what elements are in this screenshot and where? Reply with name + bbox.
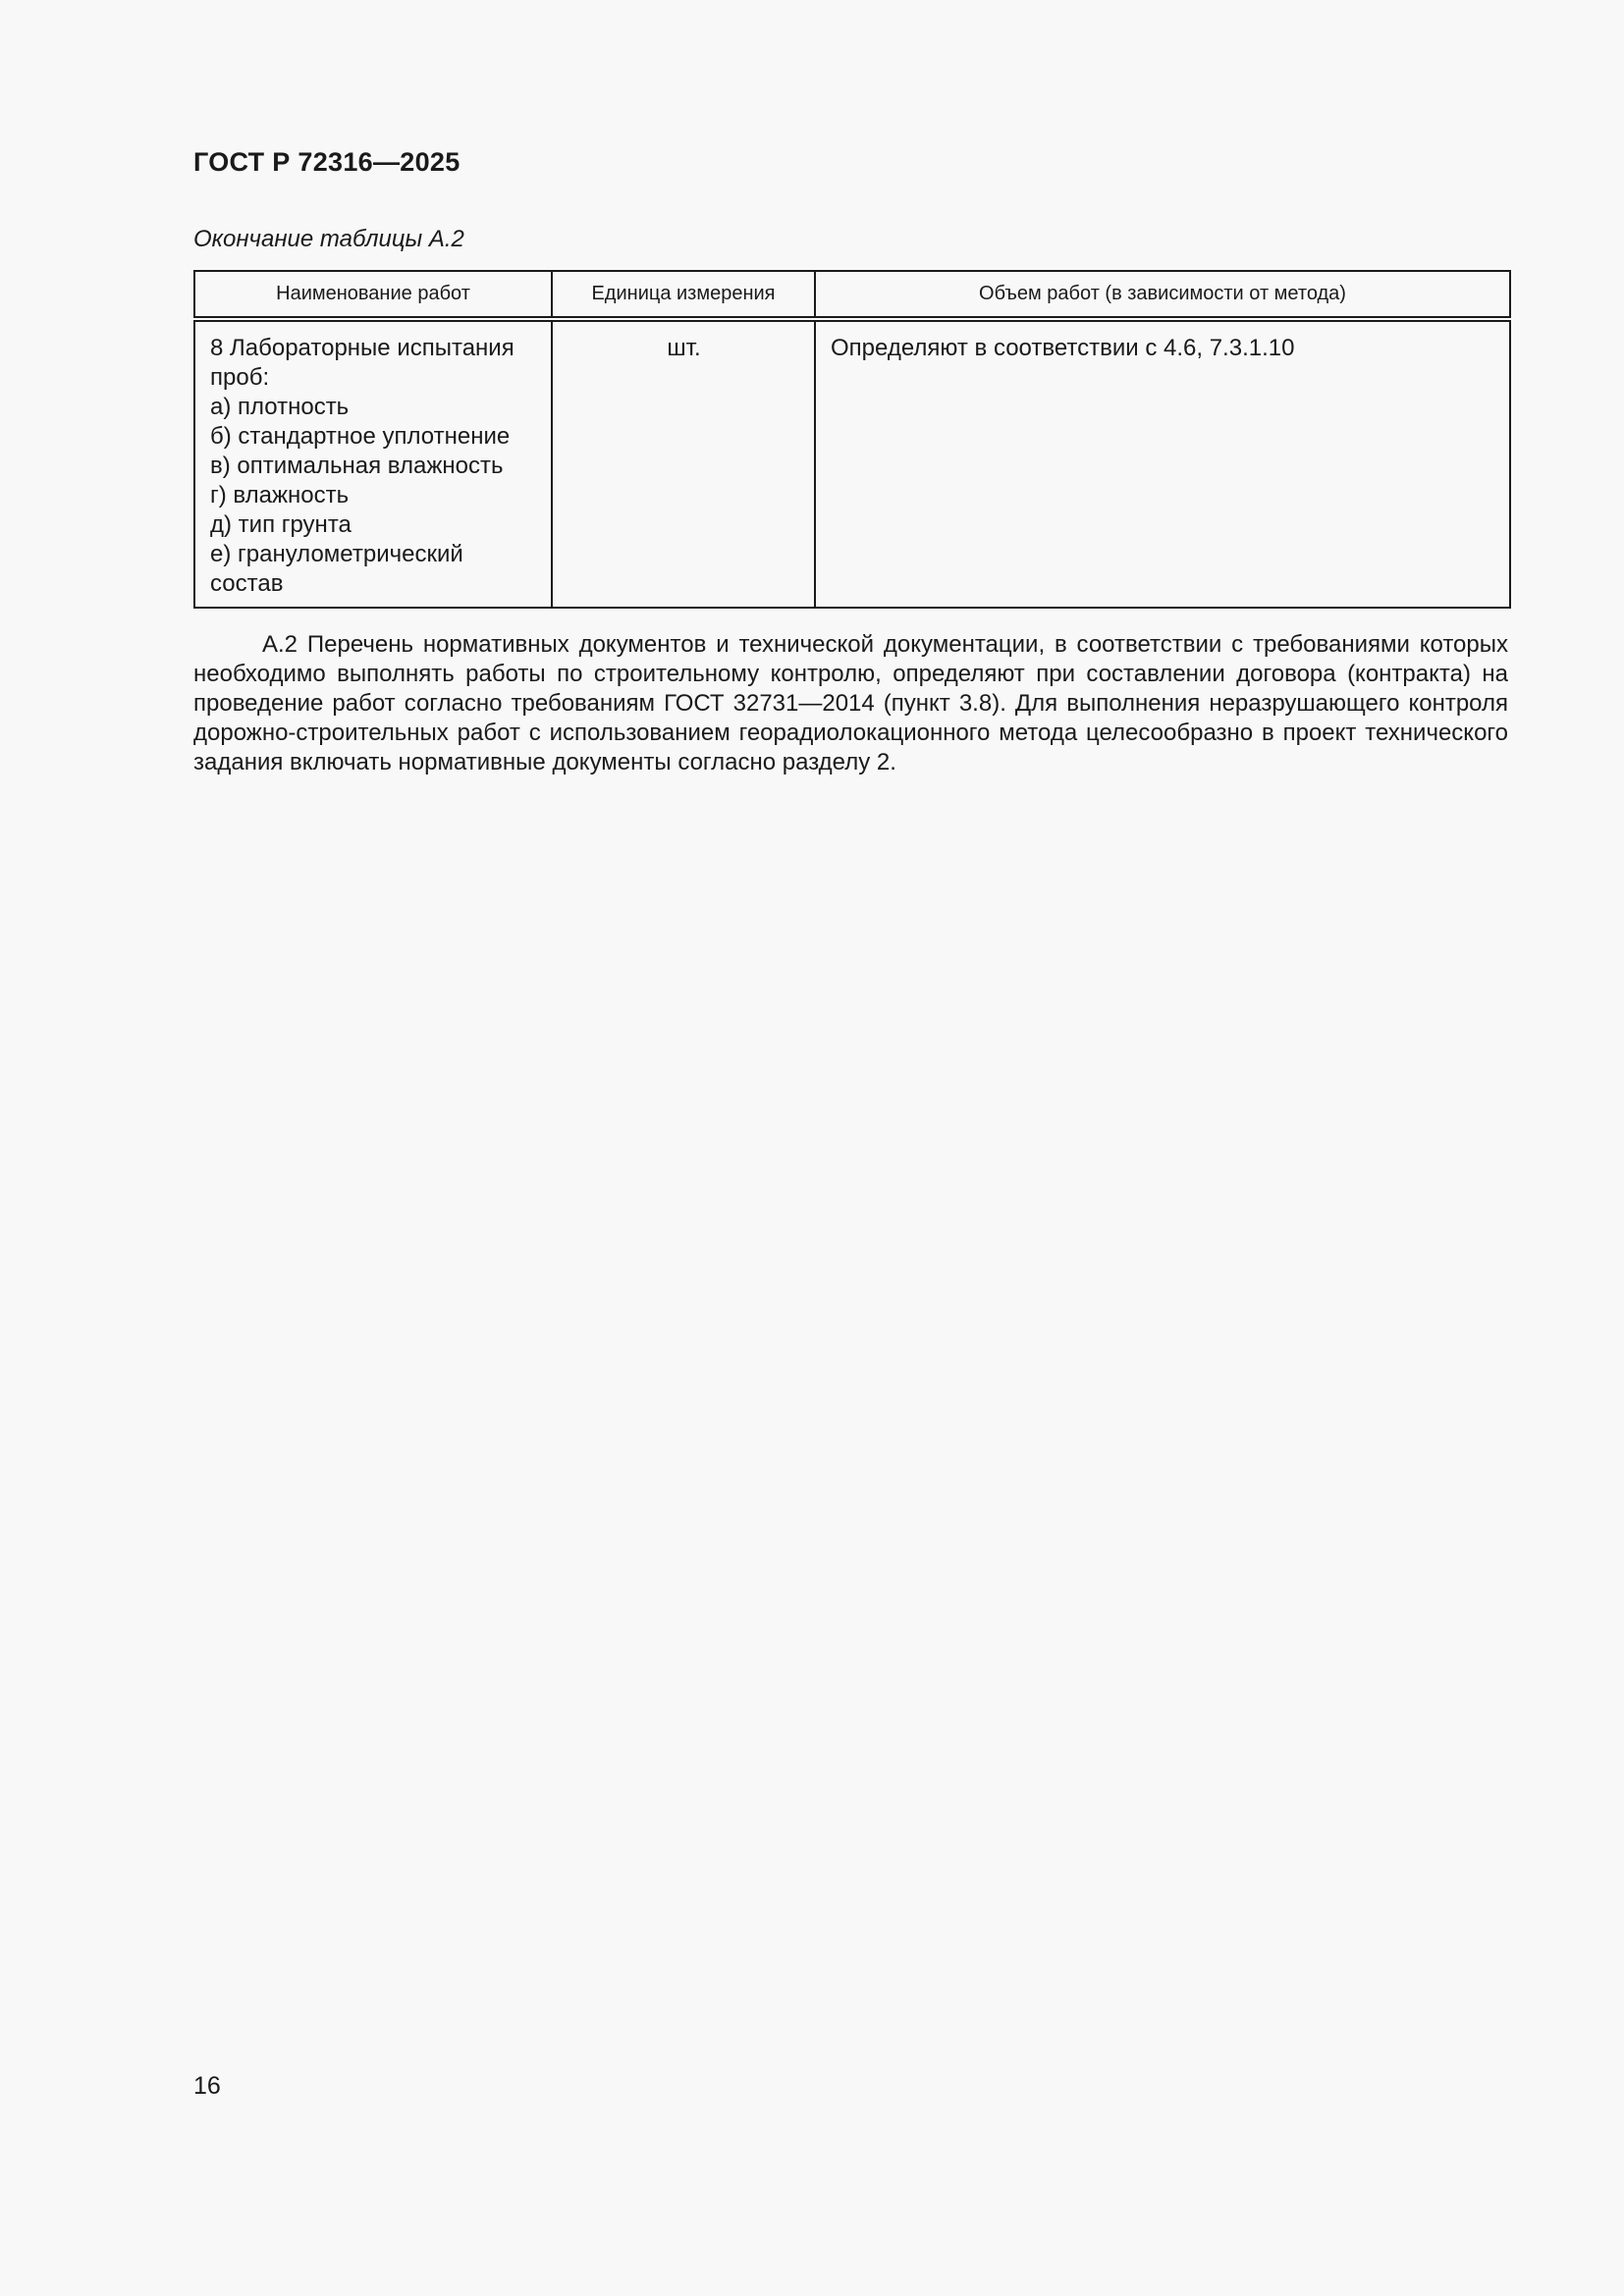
table-caption: Окончание таблицы А.2 xyxy=(193,226,464,252)
work-name-line: г) влажность xyxy=(210,482,350,508)
work-name-line: д) тип грунта xyxy=(210,511,352,538)
column-header-name: Наименование работ xyxy=(194,271,552,319)
table-header-row xyxy=(194,271,1510,319)
document-code: ГОСТ Р 72316—2025 xyxy=(193,147,460,177)
column-header-unit: Единица измерения xyxy=(552,271,815,319)
work-name-line: проб: xyxy=(210,364,270,391)
work-name-line: в) оптимальная влажность xyxy=(210,453,504,479)
cell-work-name xyxy=(194,319,552,608)
table-row xyxy=(194,319,1510,608)
work-name-line: е) гранулометрический xyxy=(210,541,463,567)
cell-unit: шт. xyxy=(552,319,815,608)
cell-volume: Определяют в соответствии с 4.6, 7.3.1.10 xyxy=(815,319,1510,608)
work-name-line: 8 Лабораторные испытания xyxy=(210,335,514,361)
work-name-line: а) плотность xyxy=(210,394,350,420)
work-name-line: состав xyxy=(210,570,284,597)
column-header-volume: Объем работ (в зависимости от метода) xyxy=(815,271,1510,319)
work-name-line: б) стандартное уплотнение xyxy=(210,423,511,450)
works-table xyxy=(193,270,1511,609)
paragraph-a2: А.2 Перечень нормативных документов и технической документации, в соответствии с требованиями которых необходимо выполнять работы по строительному контролю, определяют при составлении договора (контракта) на проведение работ согласно требованиям ГОСТ 32731—2014 (пункт 3.8). Для выполнения неразрушающего контроля дорожно-строительных работ с использованием георадиолокационного метода целесообразно в проект технического задания включать нормативные документы согласно разделу 2. xyxy=(193,631,1508,775)
page-number: 16 xyxy=(193,2072,221,2100)
